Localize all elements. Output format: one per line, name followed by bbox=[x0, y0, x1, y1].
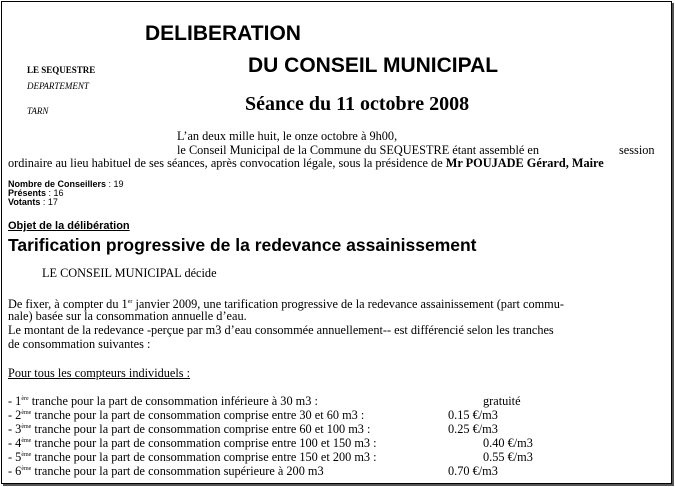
tranche-sup: ème bbox=[21, 438, 32, 444]
conseillers-label: Nombre de Conseillers bbox=[8, 179, 107, 189]
tranche-prefix: - 1 bbox=[8, 394, 22, 408]
intro-line-2: le Conseil Municipal de la Commune du SEQUESTRE étant assemblé en bbox=[177, 143, 540, 157]
tranche-sup: ème bbox=[21, 466, 32, 472]
tranche-text: tranche pour la part de consommation inférieure à 30 m3 : bbox=[28, 394, 318, 408]
decision-verb: décide bbox=[181, 266, 217, 280]
count-votants bbox=[8, 197, 58, 207]
tranche-prefix: - 6 bbox=[8, 464, 22, 478]
tranche-text: tranche pour la part de consommation comprise entre 30 et 60 m3 : bbox=[31, 408, 365, 422]
object-label: Objet de la délibération bbox=[8, 220, 130, 232]
presents-value: : 16 bbox=[48, 188, 64, 198]
document-subtitle: DU CONSEIL MUNICIPAL bbox=[248, 54, 499, 77]
tranche-value: 0.15 €/m3 bbox=[448, 408, 498, 422]
tranche-row bbox=[8, 408, 364, 423]
tranche-text: tranche pour la part de consommation supérieure à 200 m3 bbox=[31, 464, 324, 478]
tranche-prefix: - 5 bbox=[8, 450, 22, 464]
tranche-row bbox=[8, 450, 377, 465]
tranche-prefix: - 2 bbox=[8, 408, 22, 422]
tranche-prefix: - 4 bbox=[8, 436, 22, 450]
intro-line-1: L’an deux mille huit, le onze octobre à 9h00, bbox=[177, 129, 398, 143]
tranche-row bbox=[8, 422, 370, 437]
section-heading: Pour tous les compteurs individuels : bbox=[8, 366, 191, 380]
p1-sup: er bbox=[127, 299, 133, 305]
presents-label: Présents bbox=[8, 188, 47, 198]
intro-line-3-text: ordinaire au lieu habituel de ses séances, après convocation légale, sous la présidence de bbox=[8, 156, 446, 170]
tranche-text: tranche pour la part de consommation comprise entre 60 et 100 m3 : bbox=[31, 422, 371, 436]
tranche-text: tranche pour la part de consommation comprise entre 100 et 150 m3 : bbox=[31, 436, 377, 450]
conseillers-value: : 19 bbox=[108, 179, 124, 189]
votants-value: : 17 bbox=[42, 197, 58, 207]
tranche-value: 0.70 €/m3 bbox=[448, 464, 498, 478]
document-title: DELIBERATION bbox=[145, 22, 301, 45]
document-page bbox=[1, 1, 672, 484]
department-name: TARN bbox=[27, 106, 49, 116]
tranche-sup: ème bbox=[21, 410, 32, 416]
p1-text-b: janvier 2009, une tarification progressive de la redevance assainissement (part commu- bbox=[132, 297, 564, 311]
tranche-value: gratuité bbox=[483, 394, 521, 408]
paragraph-2-line-2: de consommation suivantes : bbox=[8, 337, 151, 351]
council-decision bbox=[42, 266, 217, 281]
tranche-row bbox=[8, 436, 377, 451]
council-name: LE CONSEIL MUNICIPAL bbox=[42, 266, 182, 280]
tranche-sup: ème bbox=[21, 424, 32, 430]
session-date: Séance du 11 octobre 2008 bbox=[245, 93, 470, 115]
president-name: Mr POUJADE Gérard, Maire bbox=[445, 156, 604, 170]
commune-name: LE SEQUESTRE bbox=[27, 65, 96, 75]
department-label: DEPARTEMENT bbox=[27, 81, 89, 91]
tranche-row bbox=[8, 464, 324, 479]
p1-text-a: De fixer, à compter du 1 bbox=[8, 297, 128, 311]
intro-line-2-end: session bbox=[619, 143, 655, 157]
tranche-value: 0.55 €/m3 bbox=[483, 450, 533, 464]
tranche-sup: ère bbox=[21, 396, 29, 402]
votants-label: Votants bbox=[8, 197, 41, 207]
tranche-text: tranche pour la part de consommation comprise entre 150 et 200 m3 : bbox=[31, 450, 377, 464]
tranche-row bbox=[8, 394, 318, 409]
tranche-value: 0.40 €/m3 bbox=[483, 436, 533, 450]
tranche-prefix: - 3 bbox=[8, 422, 22, 436]
tranche-value: 0.25 €/m3 bbox=[448, 422, 498, 436]
tranche-sup: ème bbox=[21, 452, 32, 458]
paragraph-1-line-2: nale) basée sur la consommation annuelle d’eau. bbox=[8, 309, 247, 323]
object-subject: Tarification progressive de la redevance assainissement bbox=[8, 235, 477, 255]
paragraph-2-line-1: Le montant de la redevance -perçue par m3 d’eau consommée annuellement-- est différencié selon les tranches bbox=[8, 323, 554, 337]
intro-line-3 bbox=[8, 156, 604, 171]
